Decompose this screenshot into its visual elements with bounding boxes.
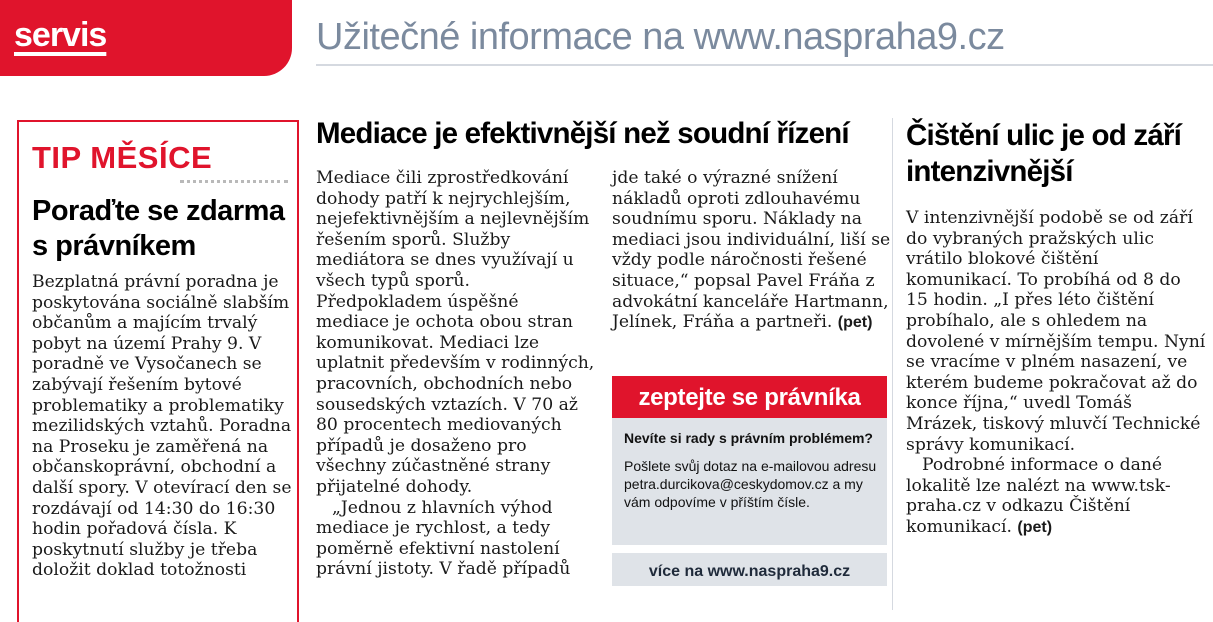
cleaning-signature: (pet): [1017, 518, 1053, 536]
mediation-paragraph-3: jde také o výrazné snížení nákladů oproti zdlouhavému soudnímu sporu. Náklady na mediaci jsou individuální, liší se vždy podle náročnosti řešené situace,“ popsal Pavel Fráňa z advokátní kanceláře Hartmann, Jelínek, Fráňa a partneři.: [612, 168, 891, 333]
mediation-signature: (pet): [837, 314, 873, 332]
cleaning-paragraph-1: V intenzivnější podobě se od září do vybraných pražských ulic vrátilo blokové čištění komunikací. To probíhá od 8 do 15 hodin. „I přes léto čištění probíhalo, ale s ohledem na dovolené v mírnějším tempu. Nyní se vracíme v plném nasazení, ve kterém budeme pokračovat až do konce října,“ uvedl Tomáš Mrázek, tiskový mluvčí Technické správy komunikací.: [906, 208, 1206, 455]
page-title: Užitečné informace na www.naspraha9.cz: [316, 16, 1005, 58]
mediation-paragraph-1: Mediace čili zprostředkování dohody patří k nejrychlejším, nejefektivnějším a nejlevnějším řešením sporů. Služby mediátora se dnes využívají u všech typů sporů. Předpokladem úspěšné mediace je ochota obou stran komunikovat. Mediaci lze uplatnit především v rodinných, pracovních, obchodních nebo sousedských vztazích. V 70 až 80 procentech mediovaných případů je dosaženo pro všechny zúčastněné strany přijatelné dohody.: [316, 168, 595, 497]
ask-lawyer-title: zeptejte se právníka: [638, 384, 861, 411]
ask-lawyer-text: Pošlete svůj dotaz na e-mailovou adresu petra.durcikova@ceskydomov.cz a my vám odpovíme v příštím čísle.: [624, 458, 877, 510]
ask-lawyer-question: Nevíte si rady s právním problémem?: [624, 430, 873, 446]
cleaning-paragraph-2-text: Podrobné informace o dané lokalitě lze nalézt na www.tsk-praha.cz v odkazu Čištění komunikací.: [906, 455, 1171, 537]
ask-lawyer-separator: [612, 545, 887, 553]
cleaning-headline: Čištění ulic je od září intenzivnější: [906, 119, 1182, 188]
mediation-column-1: [316, 168, 596, 580]
tip-dotted-rule: [180, 180, 288, 183]
mediation-headline: Mediace je efektivnější než soudní řízení: [316, 117, 849, 150]
cleaning-paragraph-2: [906, 455, 1206, 538]
tip-label: TIP MĚSÍCE: [32, 140, 213, 175]
mediation-column-2: [612, 168, 892, 334]
column-divider: [892, 118, 893, 610]
cleaning-body: [906, 208, 1206, 539]
ask-lawyer-more-link[interactable]: více na www.naspraha9.cz: [648, 563, 851, 580]
tip-headline: Poraďte se zdarma s právníkem: [32, 195, 285, 262]
header-divider: [316, 64, 1213, 66]
mediation-paragraph-2: „Jednou z hlavních výhod mediace je rychlost, a tedy poměrně efektivní nastolení právní jistoty. V řadě případů: [316, 497, 571, 580]
tip-body: Bezplatná právní poradna je poskytována sociálně slabším občanům a majícím trvalý pobyt na území Prahy 9. V poradně ve Vysočanech se zabývají řešením bytové problematiky a problematiky mezilidských vztahů. Poradna na Proseku je zaměřená na občanskoprávní, obchodní a další spory. V otevírací den se rozdávají od 14:30 do 16:30 hodin pořadová čísla. K poskytnutí služby je třeba doložit doklad totožnosti: [32, 272, 292, 581]
section-label: servis: [14, 16, 107, 54]
